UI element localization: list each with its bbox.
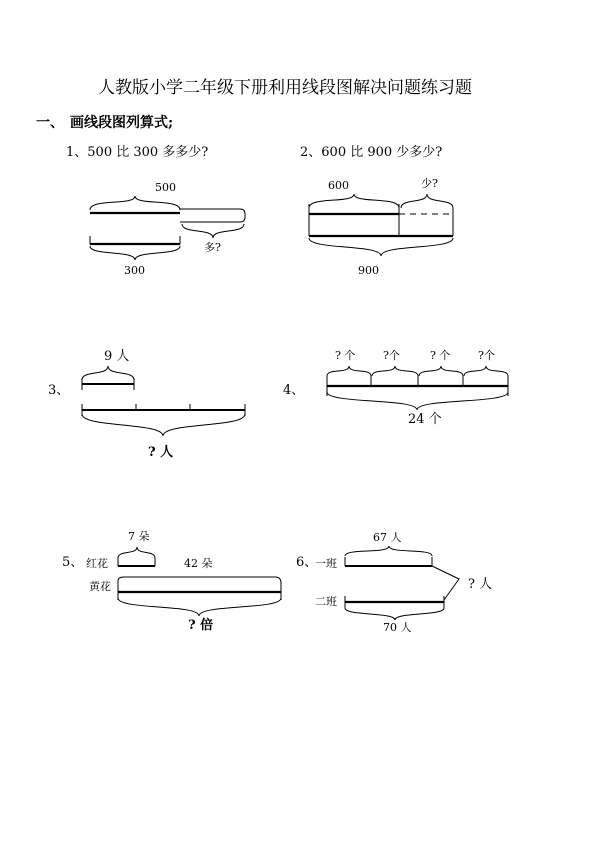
p4-label-seg1: ? 个: [335, 349, 356, 362]
p1-brace-more: [182, 224, 244, 238]
problem-1-diagram: [90, 196, 245, 260]
p2-label-top: 600: [328, 179, 349, 192]
p4-label-bottom: 24 个: [408, 412, 442, 427]
p5-label-top1: 7 朵: [128, 530, 150, 543]
p3-brace-total: [82, 414, 245, 436]
section-number: 一、: [36, 115, 64, 131]
problem-2-text: 2、600 比 900 少多少?: [300, 145, 443, 160]
page-title: 人教版小学二年级下册利用线段图解决问题练习题: [98, 78, 472, 98]
p4-label-seg2: ?个: [383, 349, 400, 362]
p1-bar-extension: [180, 209, 245, 222]
p2-label-bottom: 900: [358, 264, 379, 277]
p2-label-less: 少?: [421, 177, 438, 190]
p2-brace-900: [309, 238, 453, 256]
p5-brace-7: [118, 547, 155, 558]
p2-brace-less: [401, 194, 453, 208]
problem-2-diagram: [309, 194, 453, 256]
p6-label-row2: 二班: [315, 595, 337, 608]
p5-brace-42: [118, 577, 281, 586]
p6-label-top: 67 人: [373, 531, 402, 544]
p5-label-top2: 42 朵: [184, 557, 213, 570]
problem-1-text: 1、500 比 300 多多少?: [66, 145, 209, 160]
problem-3-number: 3、: [48, 383, 70, 398]
problem-5-number: 5、: [62, 555, 84, 570]
p5-brace-times: [118, 598, 281, 616]
problem-3-diagram: [82, 366, 245, 436]
p5-label-row1: 红花: [86, 557, 108, 570]
p1-label-bottom: 300: [124, 264, 145, 277]
p4-brace-3: [419, 366, 463, 376]
p4-brace-1: [327, 366, 371, 376]
p1-brace-300-under: [90, 246, 180, 260]
p2-brace-600: [309, 194, 399, 208]
p1-brace-500: [90, 196, 180, 210]
p3-label-top: 9 人: [104, 349, 130, 364]
section-title: 画线段图列算式;: [70, 115, 174, 131]
p5-label-bottom: ? 倍: [188, 618, 214, 633]
p6-label-bottom: 70 人: [383, 621, 412, 634]
p6-brace-67: [345, 546, 432, 556]
p4-label-seg4: ?个: [478, 349, 495, 362]
p6-label-total: ? 人: [468, 577, 493, 592]
p5-label-row2: 黄花: [89, 580, 111, 593]
p4-brace-2: [372, 366, 418, 376]
p3-label-bottom: ? 人: [148, 445, 174, 460]
p6-label-row1: 一班: [315, 557, 337, 570]
problem-6-diagram: [345, 546, 459, 620]
p4-label-seg3: ? 个: [430, 349, 451, 362]
p6-brace-70: [345, 608, 444, 620]
p6-total-arrow: [432, 566, 459, 600]
p1-label-more: 多?: [204, 241, 221, 254]
problem-4-diagram: [327, 366, 508, 410]
p1-label-top: 500: [155, 181, 176, 194]
problem-4-number: 4、: [283, 383, 305, 398]
p4-brace-4: [464, 366, 508, 376]
p3-brace-9: [82, 366, 134, 380]
problem-6-number: 6、: [296, 555, 318, 570]
p1-brace-300: [90, 236, 180, 244]
p4-brace-total: [327, 392, 508, 410]
